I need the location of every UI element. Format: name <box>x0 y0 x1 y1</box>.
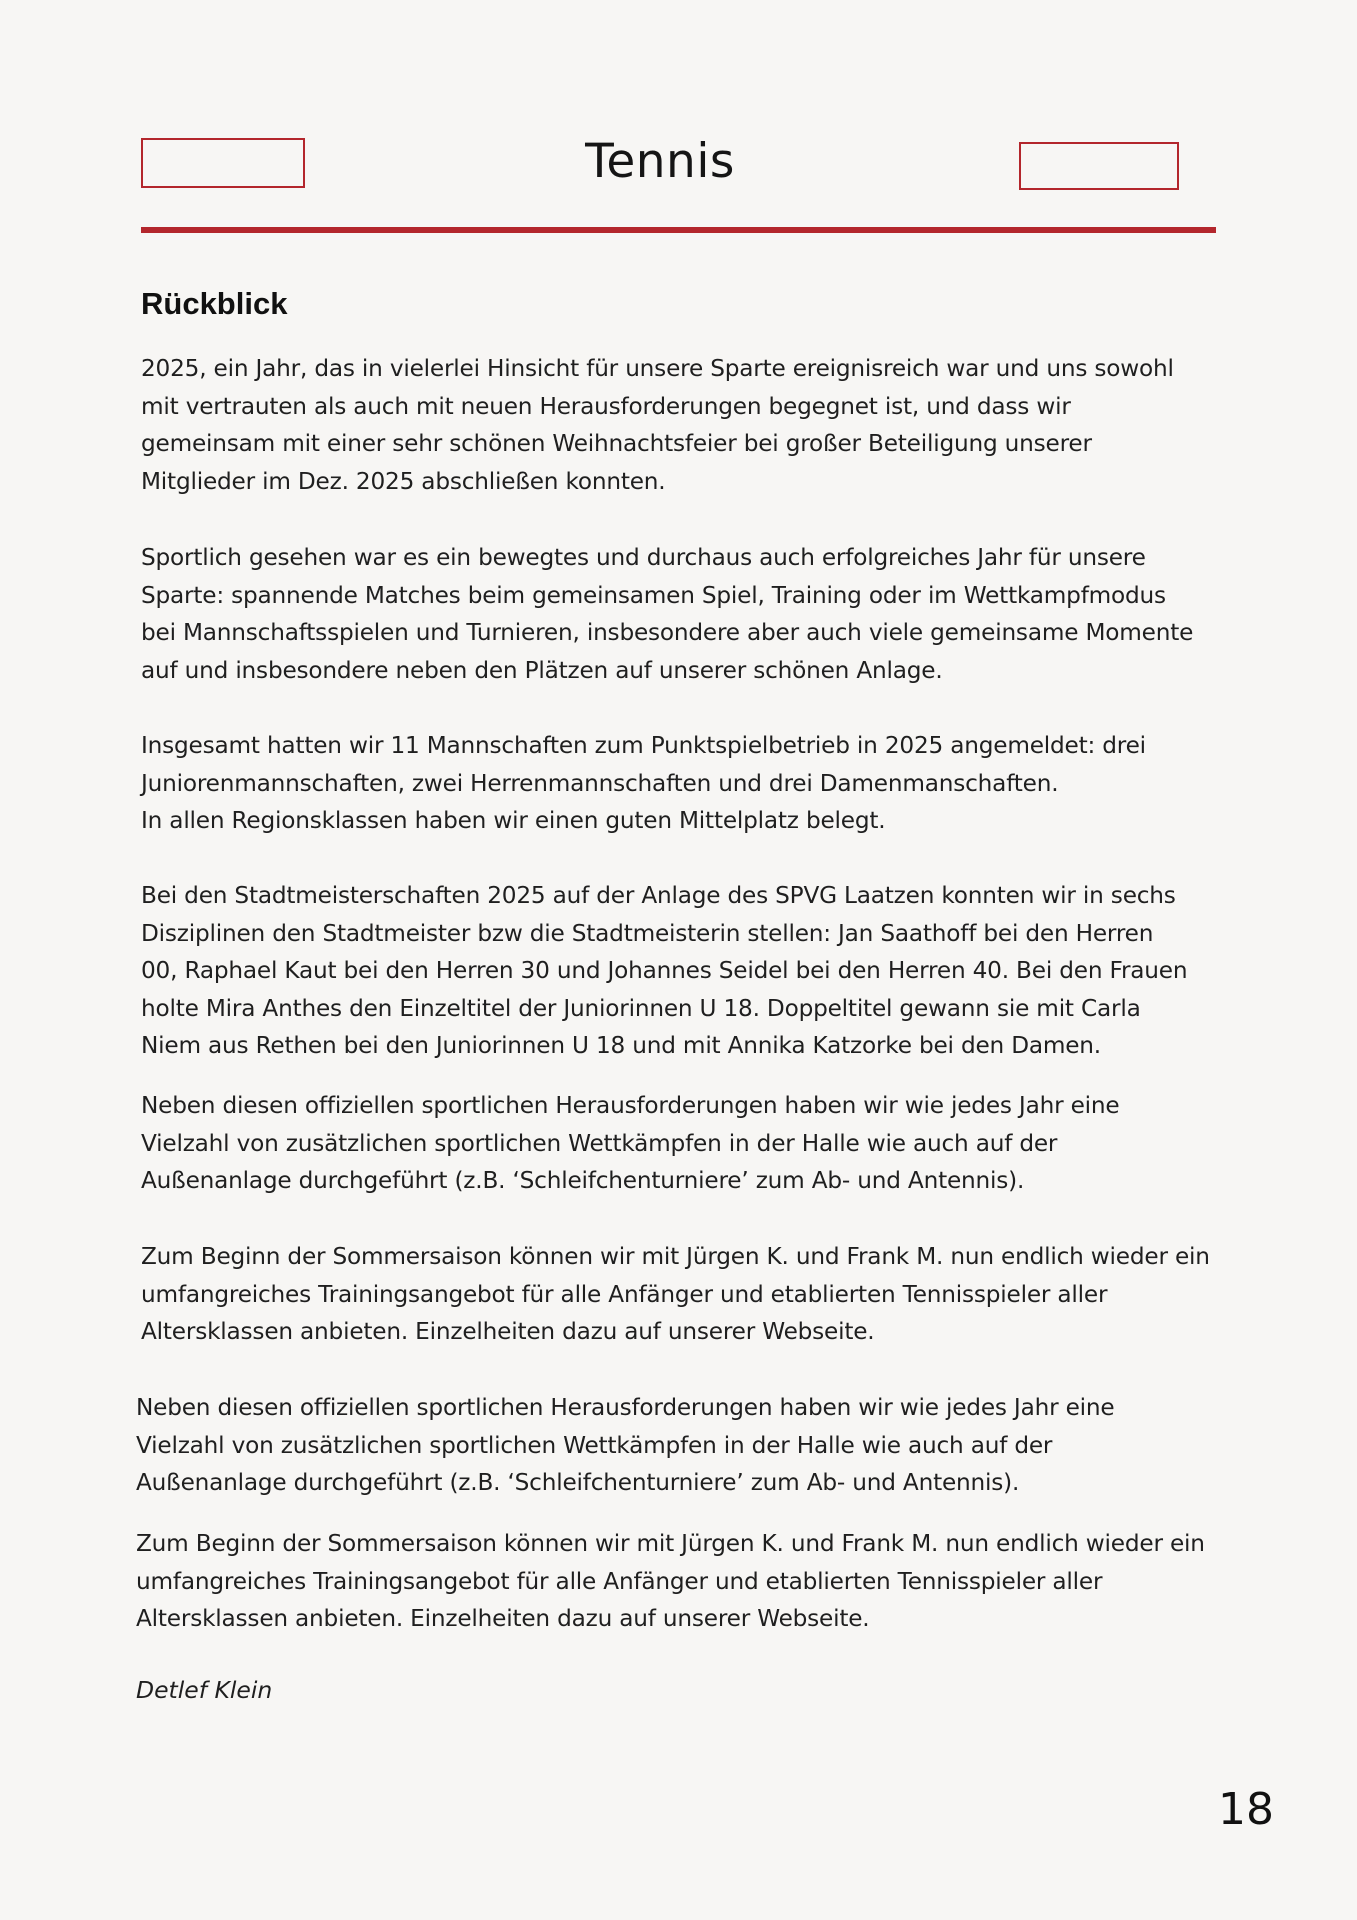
page-title: Tennis <box>585 134 735 189</box>
paragraph-training-offer: Zum Beginn der Sommersaison können wir mit Jürgen K. und Frank M. nun endlich wieder ein umfangreiches Trainingsangebot für alle Anfänger und etablierten Tennisspieler aller Altersklassen anbieten. Einzelheiten dazu auf unserer Webseite. <box>141 1243 1210 1345</box>
paragraph-sport-year: Sportlich gesehen war es ein bewegtes und durchaus auch erfolgreiches Jahr für unsere Sparte: spannende Matches beim gemeinsamen Spiel, Training oder im Wettkampfmodus bei Mannschaftsspielen und Turnieren, insbesondere aber auch viele gemeinsame Momente auf und insbesondere neben den Plätzen auf unserer schönen Anlage. <box>141 544 1194 684</box>
author-signature: Detlef Klein <box>136 1676 273 1704</box>
paragraph-additional-competitions: Neben diesen offiziellen sportlichen Herausforderungen haben wir wie jedes Jahr eine Vielzahl von zusätzlichen sportlichen Wettkämpfen in der Halle wie auch auf der Außenanlage durchgeführt (z.B. ‘Schleifchenturniere’ zum Ab- und Antennis). <box>141 1092 1120 1194</box>
paragraph-city-championship: Bei den Stadtmeisterschaften 2025 auf der Anlage des SPVG Laatzen konnten wir in sechs Disziplinen den Stadtmeister bzw die Stadtmeisterin stellen: Jan Saathoff bei den Herren 00, Raphael Kaut bei den Herren 30 und Johannes Seidel bei den Herren 40. Bei den Frauen holte Mira Anthes den Einzeltitel der Juniorinnen U 18. Doppeltitel gewann sie mit Carla Niem aus Rethen bei den Juniorinnen U 18 und mit Annika Katzorke bei den Damen. <box>141 882 1188 1059</box>
paragraph-training-offer-repeat: Zum Beginn der Sommersaison können wir mit Jürgen K. und Frank M. nun endlich wieder ein umfangreiches Trainingsangebot für alle Anfänger und etablierten Tennisspieler aller Altersklassen anbieten. Einzelheiten dazu auf unserer Webseite. <box>136 1530 1205 1632</box>
paragraph-teams: Insgesamt hatten wir 11 Mannschaften zum Punktspielbetrieb in 2025 angemeldet: drei Juniorenmannschaften, zwei Herrenmannschaften und drei Damenmanschaften. In allen Regionsklassen haben wir einen guten Mittelplatz belegt. <box>141 732 1146 834</box>
header-divider <box>141 227 1216 233</box>
section-heading: Rückblick <box>141 286 288 321</box>
page-number: 18 <box>1218 1784 1274 1835</box>
paragraph-additional-competitions-repeat: Neben diesen offiziellen sportlichen Herausforderungen haben wir wie jedes Jahr eine Vielzahl von zusätzlichen sportlichen Wettkämpfen in der Halle wie auch auf der Außenanlage durchgeführt (z.B. ‘Schleifchenturniere’ zum Ab- und Antennis). <box>136 1394 1115 1496</box>
header-frame-right <box>1019 142 1179 190</box>
paragraph-intro: 2025, ein Jahr, das in vielerlei Hinsicht für unsere Sparte ereignisreich war und uns sowohl mit vertrauten als auch mit neuen Herausforderungen begegnet ist, und dass wir gemeinsam mit einer sehr schönen Weihnachtsfeier bei großer Beteiligung unserer Mitglieder im Dez. 2025 abschließen konnten. <box>141 355 1174 495</box>
